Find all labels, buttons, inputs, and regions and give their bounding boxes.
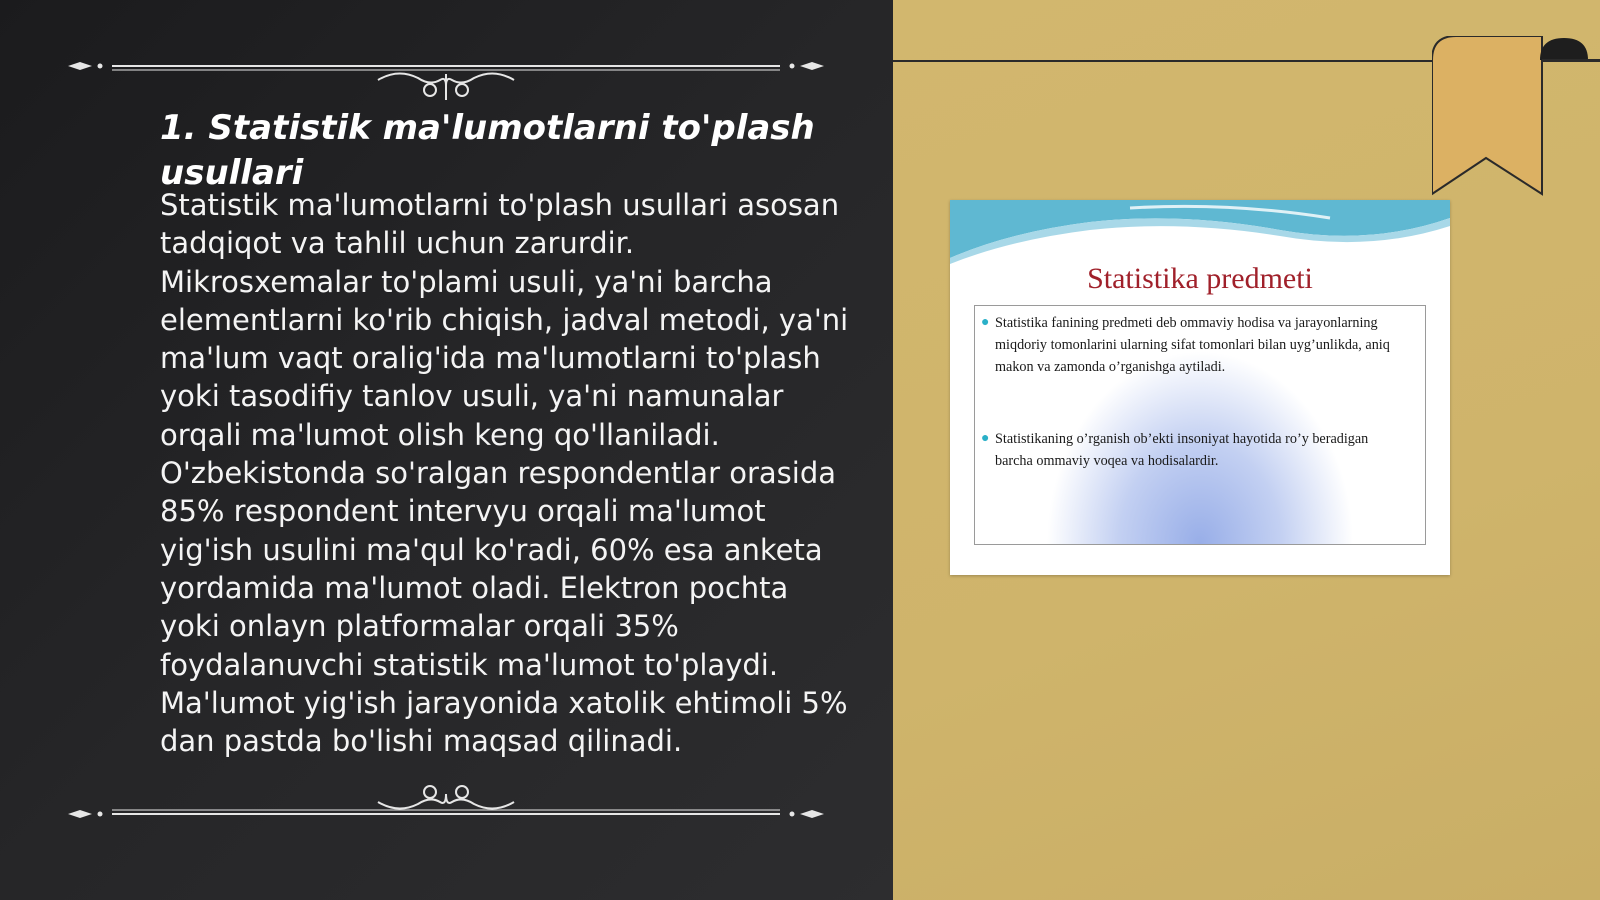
thumbnail-bullet-item <box>981 428 1405 472</box>
slide-title: 1. Statistik ma'lumotlarni to'plash usullari <box>160 108 815 193</box>
thumbnail-bullet-text: Statistika fanining predmeti deb ommaviy hodisa va jarayonlarning miqdoriy tomonlarini ularning sifat tomonlari bilan uyg’unlikda, aniq makon va zamonda o’rganishga aytiladi. <box>995 315 1390 375</box>
slide-body-text: Statistik ma'lumotlarni to'plash usullari asosan tadqiqot va tahlil uchun zarurdir. Mikrosxemalar to'plami usuli, ya'ni barcha elementlarni ko'rib chiqish, jadval metodi, ya'ni ma'lum vaqt oralig'ida ma'lumotlarni to'plash yoki tasodifiy tanlov usuli, ya'ni namunalar orqali ma'lumot olish keng qo'llaniladi. O'zbekistonda so'ralgan respondentlar orasida 85% respondent intervyu orqali ma'lumot yig'ish usulini ma'qul ko'radi, 60% esa anketa yordamida ma'lumot oladi. Elektron pochta yoki onlayn platformalar orqali 35% foydalanuvchi statistik ma'lumot to'playdi. Ma'lumot yig'ish jarayonida xatolik ehtimoli 5% dan pastda bo'lishi maqsad qilinadi. <box>160 188 849 759</box>
wave-header-icon <box>950 200 1450 270</box>
ribbon-bookmark-icon <box>1432 36 1600 202</box>
thumbnail-content-box <box>974 305 1426 545</box>
thumbnail-bullet-text: Statistikaning o’rganish ob’ekti insoniyat hayotida ro’y beradigan barcha ommaviy voqea va hodisalardir. <box>995 431 1369 469</box>
thumbnail-bullet-item <box>981 312 1405 378</box>
flourish-divider-top-icon <box>68 50 824 100</box>
embedded-slide-thumbnail <box>950 200 1450 575</box>
bullet-dot-icon: ● <box>981 431 990 446</box>
thumbnail-title: Statistika predmeti <box>1087 262 1313 295</box>
flourish-divider-bottom-icon <box>68 780 824 830</box>
bullet-dot-icon: ● <box>981 315 990 330</box>
